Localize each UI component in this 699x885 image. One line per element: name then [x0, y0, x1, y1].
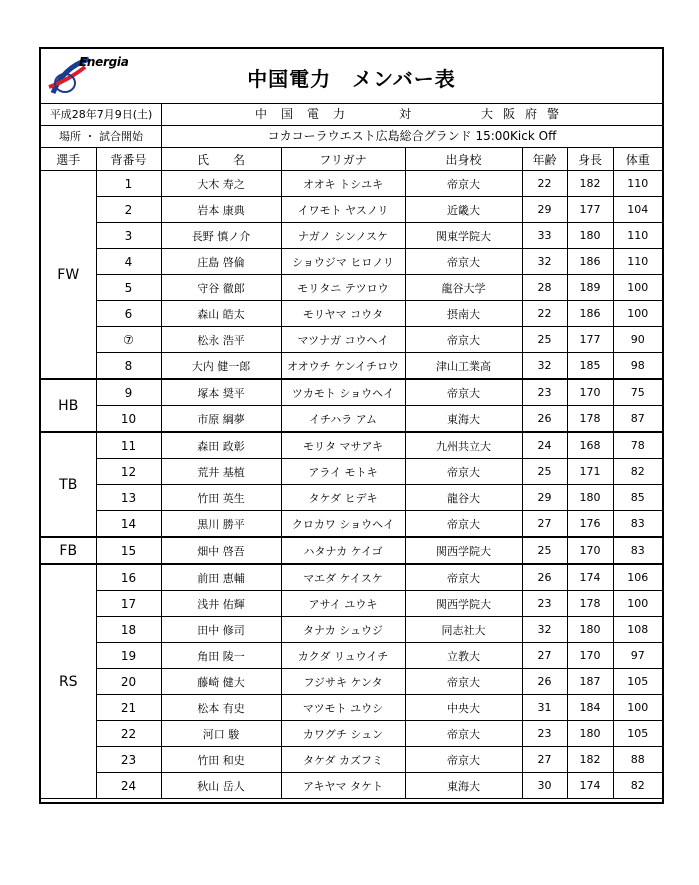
player-weight: 87 — [613, 406, 662, 433]
table-row — [41, 197, 662, 223]
player-school: 摂南大 — [405, 301, 522, 327]
player-kana: モリヤマ コウタ — [281, 301, 405, 327]
player-kana: タケダ カズフミ — [281, 747, 405, 773]
player-number: ⑦ — [96, 327, 161, 353]
player-height: 178 — [567, 406, 613, 433]
player-age: 24 — [522, 432, 567, 459]
player-age: 29 — [522, 197, 567, 223]
player-school: 立教大 — [405, 643, 522, 669]
venue-value: コカコーラウエスト広島総合グランド 15:00Kick Off — [267, 129, 557, 143]
table-row — [41, 591, 662, 617]
table-row — [41, 747, 662, 773]
roster-table — [41, 148, 662, 799]
player-number: 13 — [96, 485, 161, 511]
player-kana: ハタナカ ケイゴ — [281, 537, 405, 564]
player-kana: モリタ マサアキ — [281, 432, 405, 459]
table-row — [41, 695, 662, 721]
player-number: 8 — [96, 353, 161, 380]
player-number: 2 — [96, 197, 161, 223]
player-height: 189 — [567, 275, 613, 301]
player-height: 182 — [567, 171, 613, 197]
col-number-header: 背番号 — [96, 148, 161, 171]
player-age: 26 — [522, 406, 567, 433]
player-kana: イワモト ヤスノリ — [281, 197, 405, 223]
player-age: 22 — [522, 171, 567, 197]
player-age: 27 — [522, 511, 567, 538]
player-height: 186 — [567, 249, 613, 275]
player-school: 帝京大 — [405, 564, 522, 591]
player-weight: 108 — [613, 617, 662, 643]
table-row — [41, 564, 662, 591]
player-weight: 100 — [613, 591, 662, 617]
player-name: 浅井 佑輝 — [161, 591, 281, 617]
player-name: 岩本 康典 — [161, 197, 281, 223]
player-school: 東海大 — [405, 773, 522, 799]
player-name: 竹田 英生 — [161, 485, 281, 511]
player-name: 塚本 奨平 — [161, 379, 281, 406]
player-number: 6 — [96, 301, 161, 327]
player-age: 25 — [522, 327, 567, 353]
player-kana: アサイ ユウキ — [281, 591, 405, 617]
player-number: 4 — [96, 249, 161, 275]
player-school: 帝京大 — [405, 747, 522, 773]
player-name: 角田 陵一 — [161, 643, 281, 669]
player-age: 26 — [522, 564, 567, 591]
player-number: 1 — [96, 171, 161, 197]
match-date: 平成28年7月9日(土) — [41, 104, 162, 125]
player-school: 関西学院大 — [405, 591, 522, 617]
table-row — [41, 459, 662, 485]
player-school: 帝京大 — [405, 721, 522, 747]
player-name: 松永 浩平 — [161, 327, 281, 353]
table-row — [41, 353, 662, 380]
header-row — [41, 148, 662, 171]
player-age: 25 — [522, 537, 567, 564]
col-height-header: 身長 — [567, 148, 613, 171]
player-number: 15 — [96, 537, 161, 564]
table-row — [41, 171, 662, 197]
col-kana-header: フリガナ — [281, 148, 405, 171]
position-group-label: RS — [41, 564, 96, 799]
player-kana: イチハラ アム — [281, 406, 405, 433]
player-weight: 100 — [613, 695, 662, 721]
player-school: 龍谷大 — [405, 485, 522, 511]
player-height: 178 — [567, 591, 613, 617]
position-group-label: FB — [41, 537, 96, 564]
table-row — [41, 223, 662, 249]
table-row — [41, 327, 662, 353]
player-weight: 83 — [613, 511, 662, 538]
player-school: 東海大 — [405, 406, 522, 433]
position-group-label: HB — [41, 379, 96, 432]
player-school: 帝京大 — [405, 511, 522, 538]
logo-text: Energia — [79, 55, 129, 69]
player-name: 大内 健一郎 — [161, 353, 281, 380]
player-height: 180 — [567, 721, 613, 747]
player-school: 帝京大 — [405, 669, 522, 695]
date-row — [41, 104, 662, 126]
player-name: 藤崎 健大 — [161, 669, 281, 695]
player-kana: カクダ リュウイチ — [281, 643, 405, 669]
player-number: 3 — [96, 223, 161, 249]
player-number: 9 — [96, 379, 161, 406]
table-row — [41, 485, 662, 511]
player-height: 180 — [567, 223, 613, 249]
player-age: 29 — [522, 485, 567, 511]
player-name: 田中 修司 — [161, 617, 281, 643]
player-height: 174 — [567, 564, 613, 591]
table-row — [41, 643, 662, 669]
player-age: 31 — [522, 695, 567, 721]
player-number: 12 — [96, 459, 161, 485]
player-age: 32 — [522, 353, 567, 380]
table-row — [41, 669, 662, 695]
table-row — [41, 537, 662, 564]
position-group-label: TB — [41, 432, 96, 537]
player-age: 27 — [522, 747, 567, 773]
player-weight: 104 — [613, 197, 662, 223]
player-height: 182 — [567, 747, 613, 773]
player-weight: 110 — [613, 249, 662, 275]
player-weight: 100 — [613, 275, 662, 301]
venue-label: 場所 ・ 試合開始 — [41, 126, 162, 147]
roster-body — [41, 171, 662, 799]
player-school: 関西学院大 — [405, 537, 522, 564]
player-height: 168 — [567, 432, 613, 459]
player-weight: 110 — [613, 223, 662, 249]
player-name: 市原 綱夢 — [161, 406, 281, 433]
home-team: 中国電力 — [254, 107, 359, 121]
col-weight-header: 体重 — [613, 148, 662, 171]
table-row — [41, 379, 662, 406]
player-kana: ショウジマ ヒロノリ — [281, 249, 405, 275]
player-name: 秋山 岳人 — [161, 773, 281, 799]
player-weight: 82 — [613, 773, 662, 799]
table-row — [41, 432, 662, 459]
player-weight: 78 — [613, 432, 662, 459]
member-sheet — [39, 47, 664, 804]
player-height: 186 — [567, 301, 613, 327]
player-kana: マエダ ケイスケ — [281, 564, 405, 591]
player-age: 23 — [522, 591, 567, 617]
player-school: 津山工業高 — [405, 353, 522, 380]
player-weight: 82 — [613, 459, 662, 485]
player-kana: モリタニ テツロウ — [281, 275, 405, 301]
player-weight: 105 — [613, 721, 662, 747]
player-age: 25 — [522, 459, 567, 485]
player-age: 28 — [522, 275, 567, 301]
player-age: 32 — [522, 617, 567, 643]
player-number: 20 — [96, 669, 161, 695]
player-school: 帝京大 — [405, 379, 522, 406]
player-weight: 88 — [613, 747, 662, 773]
away-team: 大阪府警 — [481, 107, 570, 121]
player-height: 171 — [567, 459, 613, 485]
player-weight: 106 — [613, 564, 662, 591]
player-age: 23 — [522, 721, 567, 747]
venue-row — [41, 126, 662, 148]
player-kana: ツカモト ショウヘイ — [281, 379, 405, 406]
table-row — [41, 773, 662, 799]
player-kana: オオウチ ケンイチロウ — [281, 353, 405, 380]
player-school: 帝京大 — [405, 249, 522, 275]
player-age: 23 — [522, 379, 567, 406]
player-age: 32 — [522, 249, 567, 275]
table-row — [41, 511, 662, 538]
player-weight: 90 — [613, 327, 662, 353]
player-weight: 100 — [613, 301, 662, 327]
col-player-role-header: 選手 — [41, 148, 96, 171]
player-weight: 85 — [613, 485, 662, 511]
player-name: 畑中 啓吾 — [161, 537, 281, 564]
player-height: 177 — [567, 197, 613, 223]
table-row — [41, 301, 662, 327]
player-kana: アライ モトキ — [281, 459, 405, 485]
player-number: 14 — [96, 511, 161, 538]
player-age: 33 — [522, 223, 567, 249]
player-number: 10 — [96, 406, 161, 433]
player-height: 185 — [567, 353, 613, 380]
player-kana: オオキ トシユキ — [281, 171, 405, 197]
player-name: 松本 有史 — [161, 695, 281, 721]
position-group-label: FW — [41, 171, 96, 380]
player-weight: 105 — [613, 669, 662, 695]
player-number: 5 — [96, 275, 161, 301]
player-weight: 98 — [613, 353, 662, 380]
player-height: 180 — [567, 617, 613, 643]
player-kana: ナガノ シンノスケ — [281, 223, 405, 249]
player-kana: フジサキ ケンタ — [281, 669, 405, 695]
player-name: 森山 皓太 — [161, 301, 281, 327]
player-name: 長野 慎ノ介 — [161, 223, 281, 249]
player-age: 22 — [522, 301, 567, 327]
player-school: 中央大 — [405, 695, 522, 721]
player-name: 前田 恵輔 — [161, 564, 281, 591]
player-number: 22 — [96, 721, 161, 747]
player-school: 帝京大 — [405, 327, 522, 353]
player-school: 龍谷大学 — [405, 275, 522, 301]
player-number: 24 — [96, 773, 161, 799]
player-name: 森田 政彰 — [161, 432, 281, 459]
player-height: 170 — [567, 537, 613, 564]
player-name: 大木 寿之 — [161, 171, 281, 197]
vs-label: 対 — [398, 107, 411, 121]
player-height: 174 — [567, 773, 613, 799]
player-number: 18 — [96, 617, 161, 643]
player-name: 荒井 基植 — [161, 459, 281, 485]
player-weight: 97 — [613, 643, 662, 669]
player-kana: アキヤマ タケト — [281, 773, 405, 799]
player-weight: 83 — [613, 537, 662, 564]
player-height: 170 — [567, 643, 613, 669]
player-height: 177 — [567, 327, 613, 353]
player-number: 16 — [96, 564, 161, 591]
player-age: 30 — [522, 773, 567, 799]
player-kana: クロカワ ショウヘイ — [281, 511, 405, 538]
player-number: 19 — [96, 643, 161, 669]
player-number: 17 — [96, 591, 161, 617]
player-weight: 75 — [613, 379, 662, 406]
matchup — [162, 104, 662, 125]
table-row — [41, 617, 662, 643]
player-school: 帝京大 — [405, 459, 522, 485]
player-height: 187 — [567, 669, 613, 695]
player-age: 27 — [522, 643, 567, 669]
table-row — [41, 249, 662, 275]
player-name: 守谷 徹郎 — [161, 275, 281, 301]
player-name: 庄島 啓倫 — [161, 249, 281, 275]
player-school: 九州共立大 — [405, 432, 522, 459]
player-school: 同志社大 — [405, 617, 522, 643]
table-row — [41, 406, 662, 433]
col-name-header: 氏 名 — [161, 148, 281, 171]
player-name: 竹田 和史 — [161, 747, 281, 773]
player-kana: カワグチ シュン — [281, 721, 405, 747]
col-school-header: 出身校 — [405, 148, 522, 171]
table-row — [41, 721, 662, 747]
page-title: 中国電力 メンバー表 — [247, 67, 456, 91]
player-number: 21 — [96, 695, 161, 721]
player-school: 関東学院大 — [405, 223, 522, 249]
sheet-header — [41, 49, 662, 104]
player-name: 河口 駿 — [161, 721, 281, 747]
table-row — [41, 275, 662, 301]
player-kana: マツナガ コウヘイ — [281, 327, 405, 353]
player-height: 180 — [567, 485, 613, 511]
player-height: 184 — [567, 695, 613, 721]
player-school: 帝京大 — [405, 171, 522, 197]
player-kana: タナカ シュウジ — [281, 617, 405, 643]
player-kana: タケダ ヒデキ — [281, 485, 405, 511]
player-number: 11 — [96, 432, 161, 459]
player-height: 170 — [567, 379, 613, 406]
player-weight: 110 — [613, 171, 662, 197]
player-number: 23 — [96, 747, 161, 773]
player-age: 26 — [522, 669, 567, 695]
col-age-header: 年齢 — [522, 148, 567, 171]
player-school: 近畿大 — [405, 197, 522, 223]
player-name: 黒川 勝平 — [161, 511, 281, 538]
player-kana: マツモト ユウシ — [281, 695, 405, 721]
player-height: 176 — [567, 511, 613, 538]
